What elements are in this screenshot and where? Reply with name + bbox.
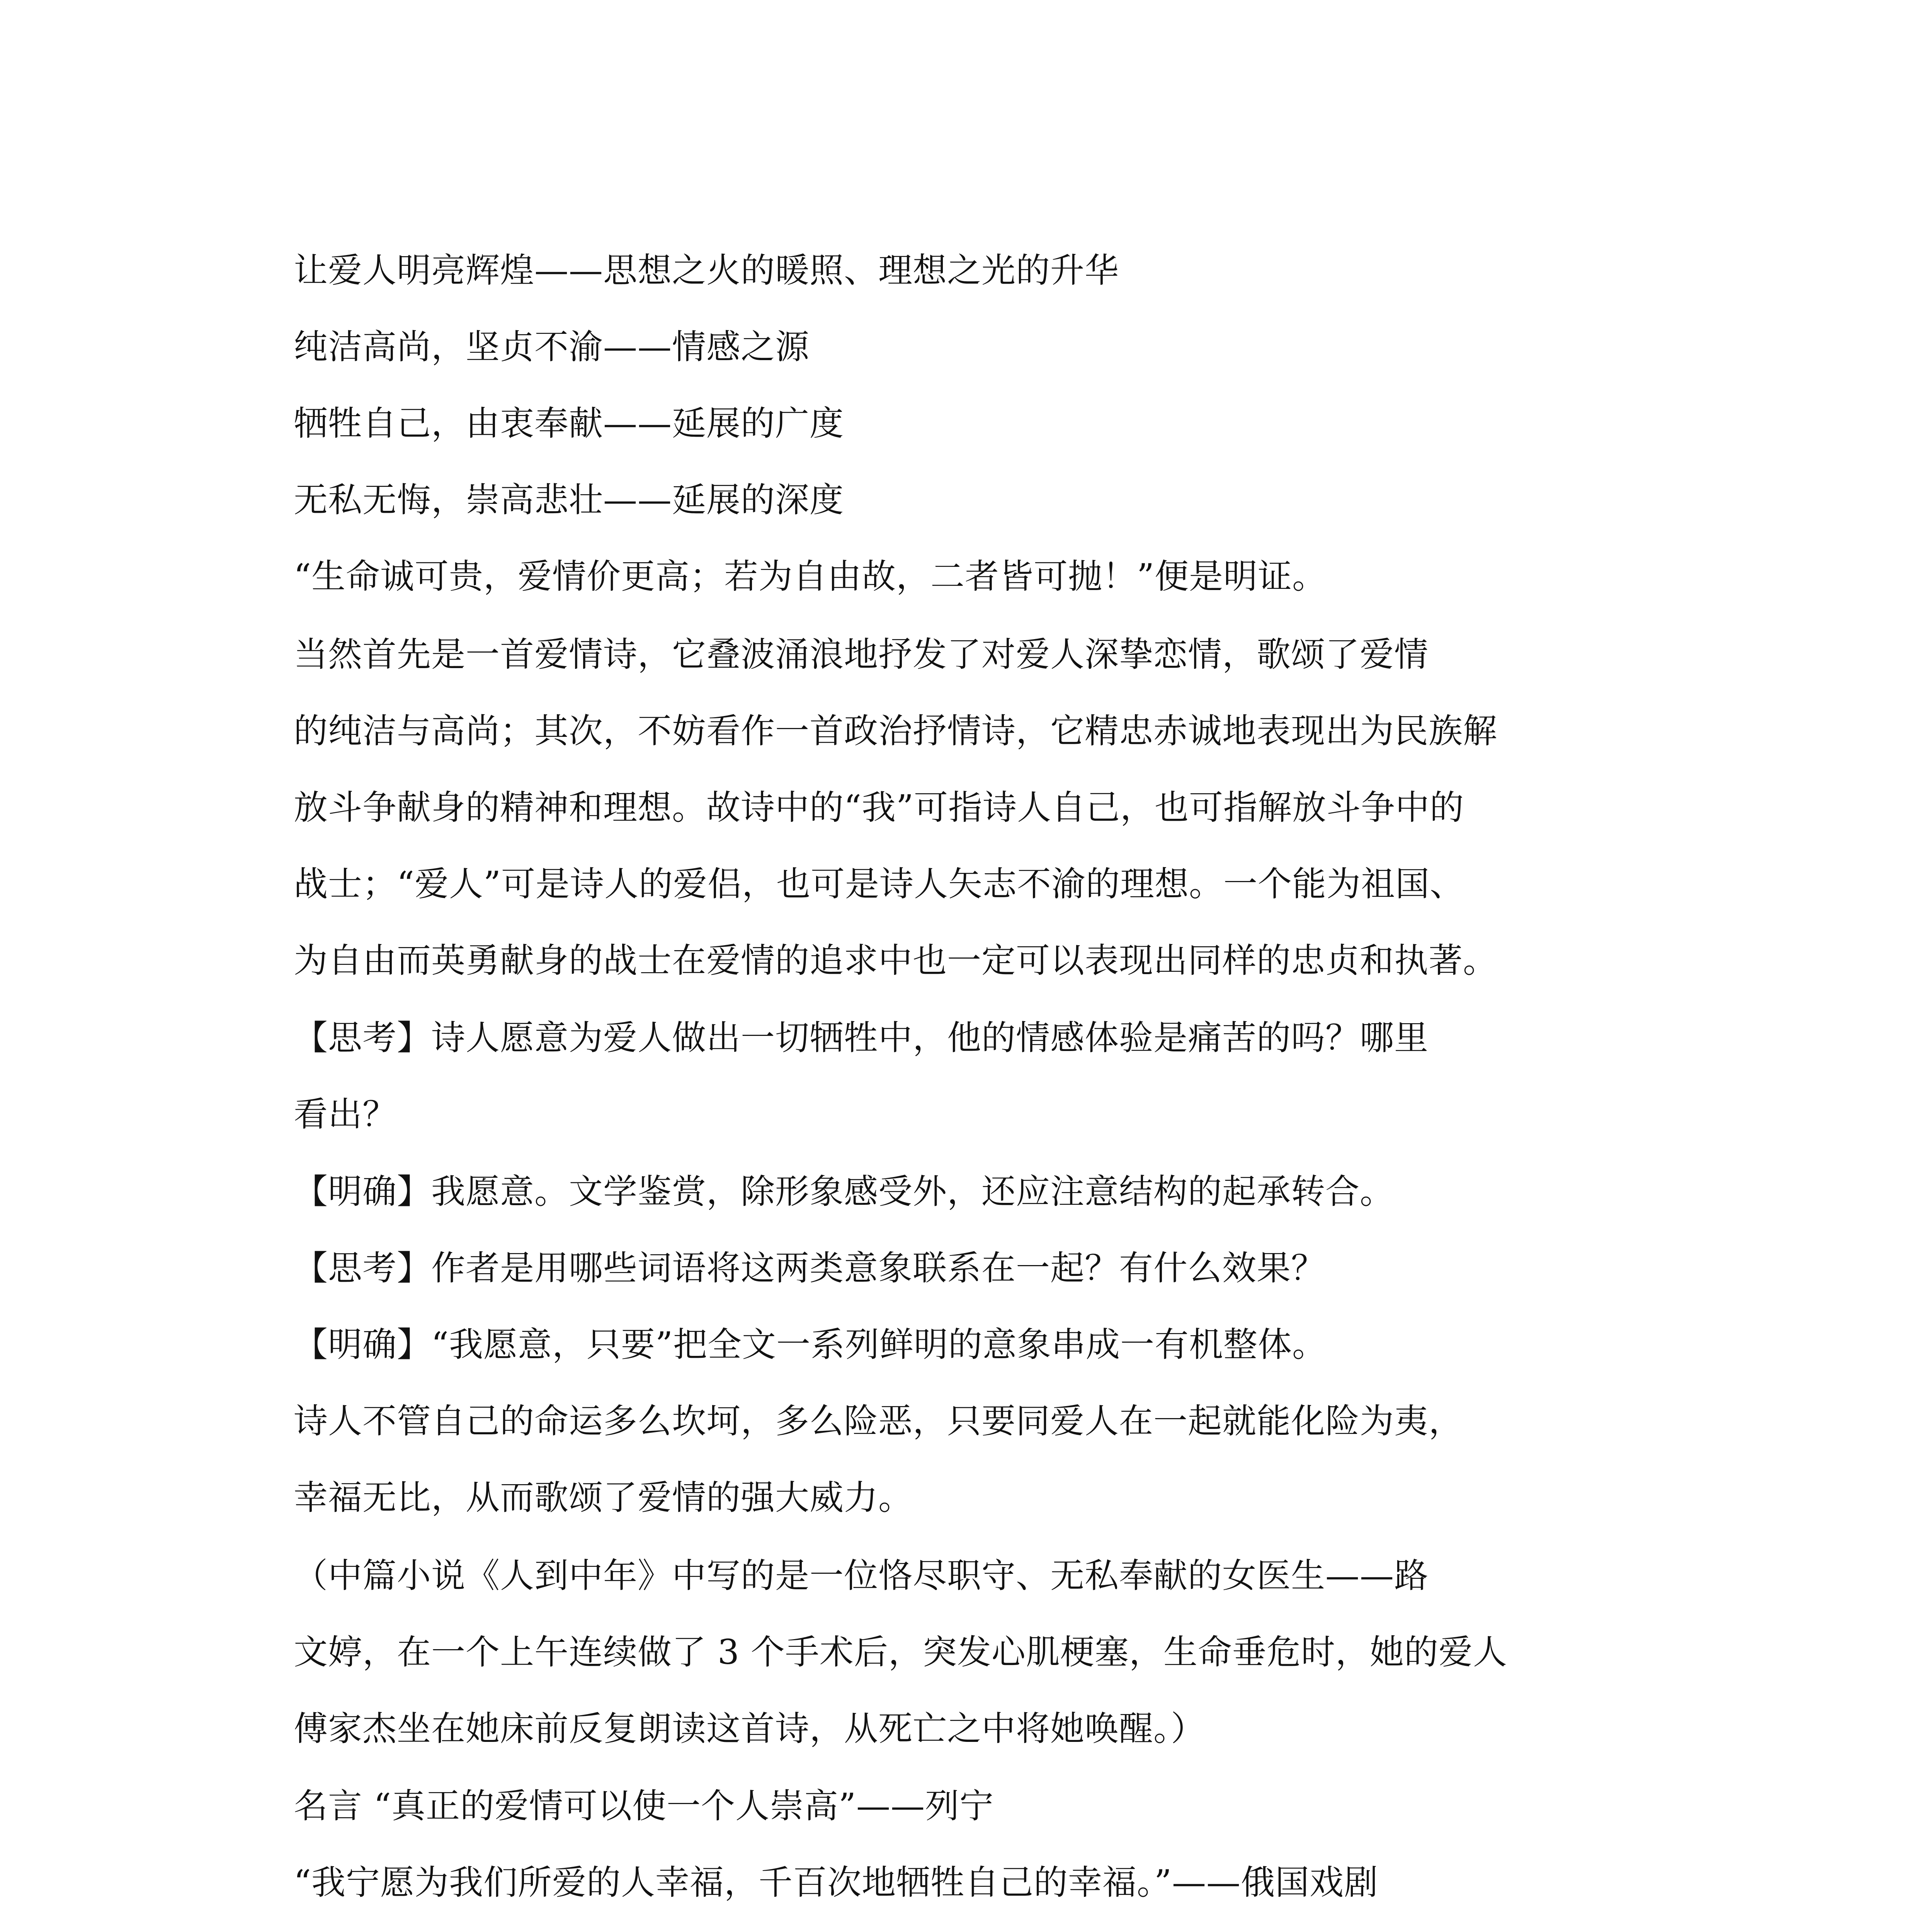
text-line-5: “生命诚可贵，爱情价更高；若为自由故，二者皆可抛！”便是明证。 bbox=[294, 556, 1327, 596]
text-line-22: “我宁愿为我们所爱的人幸福，千百次地牺牲自己的幸福。”——俄国戏剧 bbox=[294, 1862, 1378, 1902]
text-line-9: 战士；“爱人”可是诗人的爱侣，也可是诗人矢志不渝的理想。一个能为祖国、 bbox=[294, 864, 1464, 904]
text-line-18: （中篇小说《人到中年》中写的是一位恪尽职守、无私奉献的女医生——路 bbox=[294, 1556, 1429, 1595]
text-line-11: 【思考】诗人愿意为爱人做出一切牺牲中，他的情感体验是痛苦的吗？哪里 bbox=[294, 1018, 1429, 1058]
text-line-1: 让爱人明亮辉煌——思想之火的暖照、理想之光的升华 bbox=[294, 250, 1119, 290]
text-line-12: 看出？ bbox=[294, 1094, 397, 1134]
text-line-10: 为自由而英勇献身的战士在爱情的追求中也一定可以表现出同样的忠贞和执著。 bbox=[294, 940, 1498, 980]
text-line-20: 傅家杰坐在她床前反复朗读这首诗，从死亡之中将她唤醒。） bbox=[294, 1709, 1206, 1748]
text-line-16: 诗人不管自己的命运多么坎坷，多么险恶，只要同爱人在一起就能化险为夷， bbox=[294, 1401, 1463, 1441]
text-line-21: 名言 “真正的爱情可以使一个人崇高”——列宁 bbox=[294, 1786, 994, 1826]
text-line-6: 当然首先是一首爱情诗，它叠波涌浪地抒发了对爱人深挚恋情，歌颂了爱情 bbox=[294, 634, 1429, 674]
text-line-7: 的纯洁与高尚；其次，不妨看作一首政治抒情诗，它精忠赤诚地表现出为民族解 bbox=[294, 711, 1498, 751]
text-line-15: 【明确】“我愿意，只要”把全文一系列鲜明的意象串成一有机整体。 bbox=[294, 1325, 1327, 1364]
text-line-19: 文婷，在一个上午连续做了 3 个手术后，突发心肌梗塞，生命垂危时，她的爱人 bbox=[294, 1632, 1507, 1672]
text-line-13: 【明确】我愿意。文学鉴赏，除形象感受外，还应注意结构的起承转合。 bbox=[294, 1172, 1395, 1211]
text-line-3: 牺牲自己，由衷奉献——延展的广度 bbox=[294, 403, 844, 443]
text-line-2: 纯洁高尚，坚贞不渝——情感之源 bbox=[294, 327, 810, 367]
text-line-17: 幸福无比，从而歌颂了爱情的强大威力。 bbox=[294, 1478, 913, 1517]
text-line-14: 【思考】作者是用哪些词语将这两类意象联系在一起？有什么效果？ bbox=[294, 1248, 1326, 1288]
text-line-8: 放斗争献身的精神和理想。故诗中的“我”可指诗人自己，也可指解放斗争中的 bbox=[294, 787, 1464, 827]
text-line-4: 无私无悔，崇高悲壮——延展的深度 bbox=[294, 480, 844, 520]
